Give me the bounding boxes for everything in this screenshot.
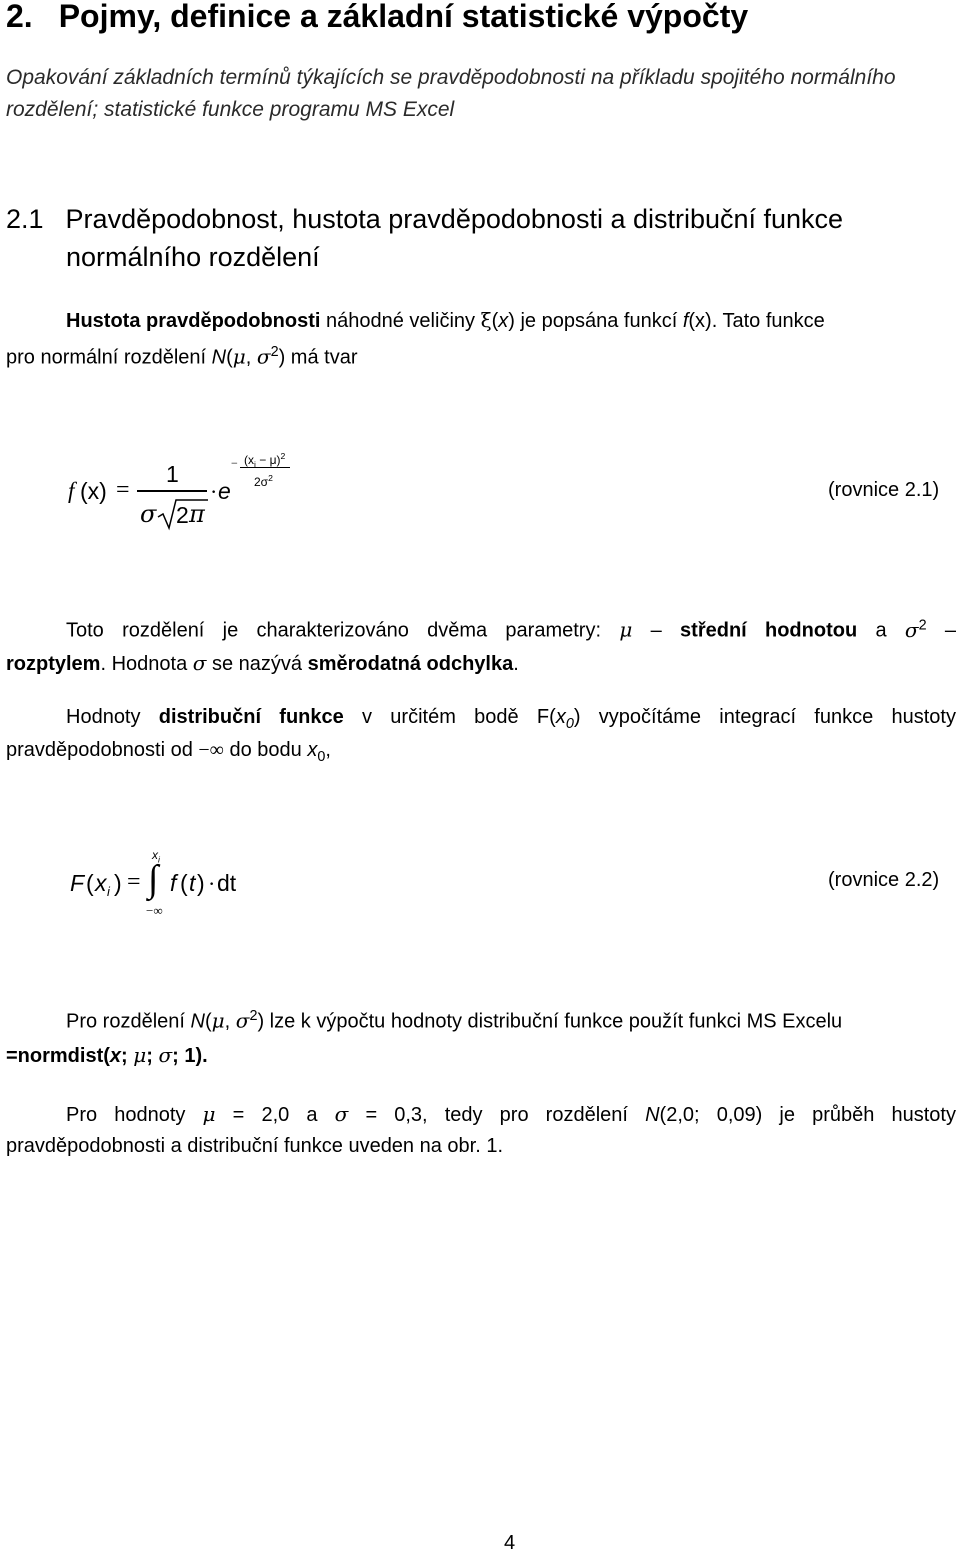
- text: ) vypočítáme integrací funkce hustoty: [573, 706, 956, 728]
- eq2-F: F: [70, 870, 85, 896]
- text: ,: [224, 1010, 231, 1033]
- superscript: 2: [270, 344, 279, 360]
- sigma-symbol: σ: [256, 344, 271, 369]
- var-N: N: [211, 346, 227, 369]
- text: = 0,3, tedy pro rozdělení: [365, 1104, 628, 1126]
- eq1-lhs: (x): [80, 478, 107, 504]
- var-N: N: [190, 1010, 205, 1033]
- text: 2σ: [254, 475, 269, 489]
- text: Pro hodnoty: [66, 1104, 186, 1126]
- term-mean: střední hodnotou: [680, 619, 858, 642]
- paragraph-parameters-line2: [6, 651, 519, 676]
- text: v určitém bodě F(: [362, 706, 556, 728]
- eq1-exp-minus: −: [231, 456, 238, 470]
- text: náhodné veličiny: [326, 310, 476, 332]
- paragraph-parameters-line1: [66, 617, 956, 643]
- section-heading-line2: normálního rozdělení: [66, 242, 320, 272]
- text: ) je popsána funkcí: [508, 310, 678, 332]
- subscript: 0: [317, 749, 326, 765]
- text: se nazývá: [211, 653, 303, 675]
- eq2-x: x: [95, 870, 107, 896]
- chapter-subtitle-line1: Opakování základních termínů týkajících se pravděpodobnosti na příkladu spojitého normálního: [6, 66, 896, 89]
- eq2-integral: ∫: [148, 858, 159, 900]
- subscript: 0: [565, 716, 574, 732]
- text: –: [650, 619, 662, 642]
- excel-formula: [6, 1043, 208, 1068]
- eq2-open: (: [86, 870, 94, 896]
- var-x: x: [498, 310, 509, 332]
- chapter-number: 2.: [6, 0, 33, 34]
- text: . Hodnota: [100, 653, 188, 675]
- chapter-heading: [6, 0, 748, 35]
- mu-symbol: μ: [619, 617, 633, 642]
- eq1-e: e: [218, 478, 231, 504]
- eq2-equals: =: [127, 869, 141, 895]
- eq1-exp-fraction-bar: [240, 467, 290, 468]
- eq1-denominator-sigma: σ: [140, 500, 157, 528]
- text: Toto rozdělení je charakterizováno dvěma parametry:: [66, 619, 602, 642]
- section-number: 2.1: [6, 204, 44, 234]
- eq1-exp-den: [254, 473, 273, 489]
- mu-symbol: μ: [211, 1008, 225, 1033]
- eq1-equals: =: [116, 477, 130, 503]
- text: (x). Tato funkce: [688, 310, 825, 332]
- superscript: 2: [280, 451, 286, 461]
- text: ;: [121, 1045, 128, 1067]
- subscript: i: [158, 854, 160, 865]
- var-x: x: [555, 706, 566, 728]
- eq2-dt: dt: [217, 870, 237, 896]
- term-std-dev: směrodatná odchylka: [307, 653, 514, 675]
- text: pro normální rozdělení: [6, 346, 207, 369]
- superscript: 2: [918, 617, 927, 633]
- term-density: Hustota pravděpodobnosti: [66, 310, 321, 332]
- infinity-symbol: ∞: [209, 739, 224, 761]
- eq1-denominator-pi: π: [189, 500, 205, 528]
- text: = 2,0 a: [232, 1104, 318, 1126]
- text: (2,0; 0,09) je průběh hustoty: [659, 1104, 956, 1126]
- eq2-i: i: [107, 884, 110, 899]
- text: =normdist(: [6, 1045, 110, 1067]
- text: (: [204, 1010, 212, 1033]
- xi-symbol: ξ: [480, 308, 492, 332]
- paragraph-density-line2: [6, 344, 358, 370]
- superscript: 2: [249, 1008, 258, 1024]
- eq1-fraction-bar: [137, 490, 207, 492]
- paragraph-excel-line1: [66, 1008, 842, 1034]
- text: (x: [244, 453, 254, 467]
- eq2-dot: ·: [208, 871, 216, 896]
- chapter-subtitle-line2: rozdělení; statistické funkce programu MS Excel: [6, 98, 455, 121]
- eq2-t: t: [189, 870, 196, 896]
- term-distribution: distribuční funkce: [158, 706, 344, 728]
- paragraph-distribution-line1: [66, 706, 956, 732]
- eq2-ft-open: (: [180, 870, 188, 896]
- eq2-ft-close: ): [197, 870, 205, 896]
- sigma-symbol: σ: [158, 1043, 173, 1067]
- subscript: i: [254, 459, 256, 470]
- eq2-lower-limit: −∞: [146, 903, 163, 918]
- paragraph-example-line1: [66, 1102, 956, 1127]
- text: ) má tvar: [278, 346, 358, 369]
- text: ; 1).: [172, 1045, 208, 1067]
- text: ,: [325, 739, 331, 761]
- paragraph-density-line1: [66, 308, 825, 333]
- eq2-f: f: [170, 870, 177, 896]
- mu-symbol: μ: [232, 344, 246, 369]
- text: ,: [245, 346, 252, 369]
- minus-symbol: −: [198, 739, 210, 761]
- text: pravděpodobnosti od: [6, 739, 193, 761]
- mu-symbol: μ: [133, 1043, 147, 1067]
- paragraph-distribution-line2: [6, 739, 331, 765]
- text: .: [513, 653, 519, 675]
- term-variance: rozptylem: [6, 653, 101, 675]
- var-x: x: [307, 739, 318, 761]
- text: (: [226, 346, 233, 369]
- text: ;: [146, 1045, 153, 1067]
- text: (: [491, 310, 499, 332]
- eq1-f: f: [68, 478, 75, 503]
- var-N: N: [645, 1104, 660, 1126]
- text: –: [944, 619, 956, 642]
- text: − μ): [255, 453, 281, 467]
- var-f: f: [682, 310, 689, 332]
- eq1-numerator: 1: [166, 461, 179, 487]
- chapter-title: Pojmy, definice a základní statistické výpočty: [58, 0, 749, 34]
- section-title-1: Pravděpodobnost, hustota pravděpodobnosti a distribuční funkce: [65, 204, 844, 234]
- text: ) lze k výpočtu hodnoty distribuční funkce použít funkci MS Excelu: [257, 1010, 843, 1033]
- text: Hodnoty: [66, 706, 141, 728]
- superscript: 2: [268, 473, 273, 483]
- section-heading-line1: [6, 204, 843, 235]
- text: Pro rozdělení: [66, 1010, 185, 1033]
- text: x: [152, 848, 158, 862]
- eq1-dot: ·: [210, 479, 218, 504]
- sigma-symbol: σ: [235, 1008, 250, 1033]
- text: a: [875, 619, 887, 642]
- sigma-symbol: σ: [334, 1102, 349, 1126]
- text: do bodu: [229, 739, 302, 761]
- sigma-symbol: σ: [192, 651, 207, 675]
- eq1-denominator-root-2: 2: [176, 502, 189, 528]
- eq1-label: (rovnice 2.1): [828, 479, 940, 501]
- paragraph-example-line2: pravděpodobnosti a distribuční funkce uveden na obr. 1.: [6, 1135, 504, 1157]
- eq2-close: ): [114, 870, 122, 896]
- sigma-symbol: σ: [904, 617, 919, 642]
- eq2-upper-limit: [152, 848, 160, 864]
- mu-symbol: μ: [202, 1102, 216, 1126]
- var-x: x: [109, 1045, 122, 1067]
- page-number: 4: [504, 1532, 516, 1554]
- eq2-label: (rovnice 2.2): [828, 869, 940, 891]
